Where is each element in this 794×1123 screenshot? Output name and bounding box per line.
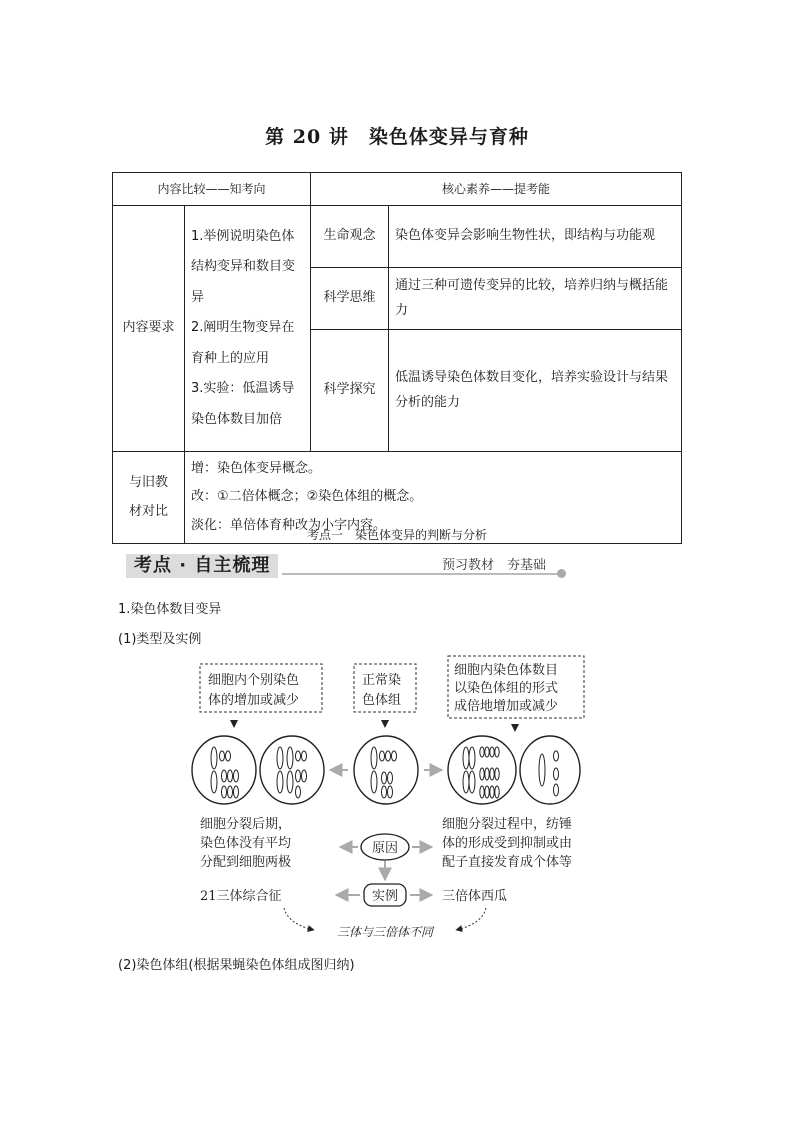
compare-item: 改：①二倍体概念；②染色体组的概念。	[191, 489, 423, 505]
section-caption: 考点一 染色体变异的判断与分析	[306, 528, 487, 542]
cell-normal	[354, 736, 418, 804]
section-banner	[122, 552, 572, 582]
banner-divider	[282, 573, 562, 575]
box-aneuploidy-line: 细胞内个别染色	[208, 673, 300, 688]
req-items	[185, 206, 311, 452]
subheading-types-examples: (1)类型及实例	[118, 632, 202, 647]
cause-left-line: 分配到细胞两极	[200, 855, 292, 870]
cause-right-line: 细胞分裂过程中，纺锤	[442, 817, 573, 832]
cause-label: 原因	[371, 841, 399, 856]
box-normal-line: 正常染	[362, 673, 402, 688]
req-item: 2.阐明生物变异在育种上的应用	[191, 320, 295, 366]
cell-polyploid	[448, 736, 516, 804]
comp-desc: 染色体变异会影响生物性状，即结构与功能观	[389, 206, 682, 268]
box-aneuploidy-line: 体的增加或减少	[208, 693, 300, 708]
comp-name: 科学探究	[311, 330, 389, 452]
compare-item: 增：染色体变异概念。	[191, 460, 322, 476]
cause-right-line: 体的形成受到抑制或由	[442, 836, 573, 851]
note-text: 三体与三倍体不同	[336, 925, 434, 939]
banner-label: 考点 · 自主梳理	[126, 554, 278, 578]
heading-chromosome-number-variation: 1.染色体数目变异	[118, 602, 222, 617]
banner-dot-icon	[557, 569, 566, 578]
req-item: 1.举例说明染色体结构变异和数目变异	[191, 228, 296, 305]
cause-right-line: 配子直接发育成个体等	[442, 855, 573, 870]
box-euploidy-line: 细胞内染色体数目	[454, 663, 559, 678]
example-right: 三倍体西瓜	[442, 889, 508, 904]
comp-desc: 低温诱导染色体数目变化，培养实验设计与结果分析的能力	[389, 330, 682, 452]
req-item: 3.实验：低温诱导染色体数目加倍	[191, 381, 295, 427]
comp-name: 科学思维	[311, 268, 389, 330]
page-title: 第 20 讲 染色体变异与育种	[265, 126, 529, 148]
down-arrow-icon	[511, 724, 519, 732]
banner-subtitle: 预习教材 夯基础	[441, 558, 546, 573]
header-left: 内容比较——知考向	[113, 173, 311, 206]
summary-table	[112, 172, 682, 544]
box-euploidy-line: 以染色体组的形式	[454, 681, 559, 696]
cell-monoploid	[520, 736, 580, 804]
subheading-chromosome-set: (2)染色体组(根据果蝇染色体组成图归纳)	[118, 958, 355, 973]
cause-left-line: 细胞分裂后期，	[200, 817, 292, 832]
down-arrow-icon	[230, 720, 238, 728]
dotted-arrow-icon	[284, 908, 314, 930]
example-label: 实例	[371, 889, 399, 904]
box-euploidy-line: 成倍地增加或减少	[454, 699, 559, 714]
compare-item: 淡化：单倍体育种改为小字内容。	[191, 517, 387, 533]
header-right: 核心素养——提考能	[311, 173, 682, 206]
down-arrow-icon	[381, 720, 389, 728]
comp-name: 生命观念	[311, 206, 389, 268]
variation-diagram	[180, 652, 620, 948]
dotted-arrow-icon	[456, 908, 486, 930]
cell-aneuploid-1	[192, 736, 256, 804]
req-label: 内容要求	[113, 206, 185, 452]
compare-label: 与旧教材对比	[113, 452, 185, 544]
example-left: 21三体综合征	[200, 889, 282, 904]
cell-aneuploid-2	[260, 736, 324, 804]
comp-desc: 通过三种可遗传变异的比较，培养归纳与概括能力	[389, 268, 682, 330]
box-normal-line: 色体组	[362, 693, 402, 708]
cause-left-line: 染色体没有平均	[200, 836, 292, 851]
